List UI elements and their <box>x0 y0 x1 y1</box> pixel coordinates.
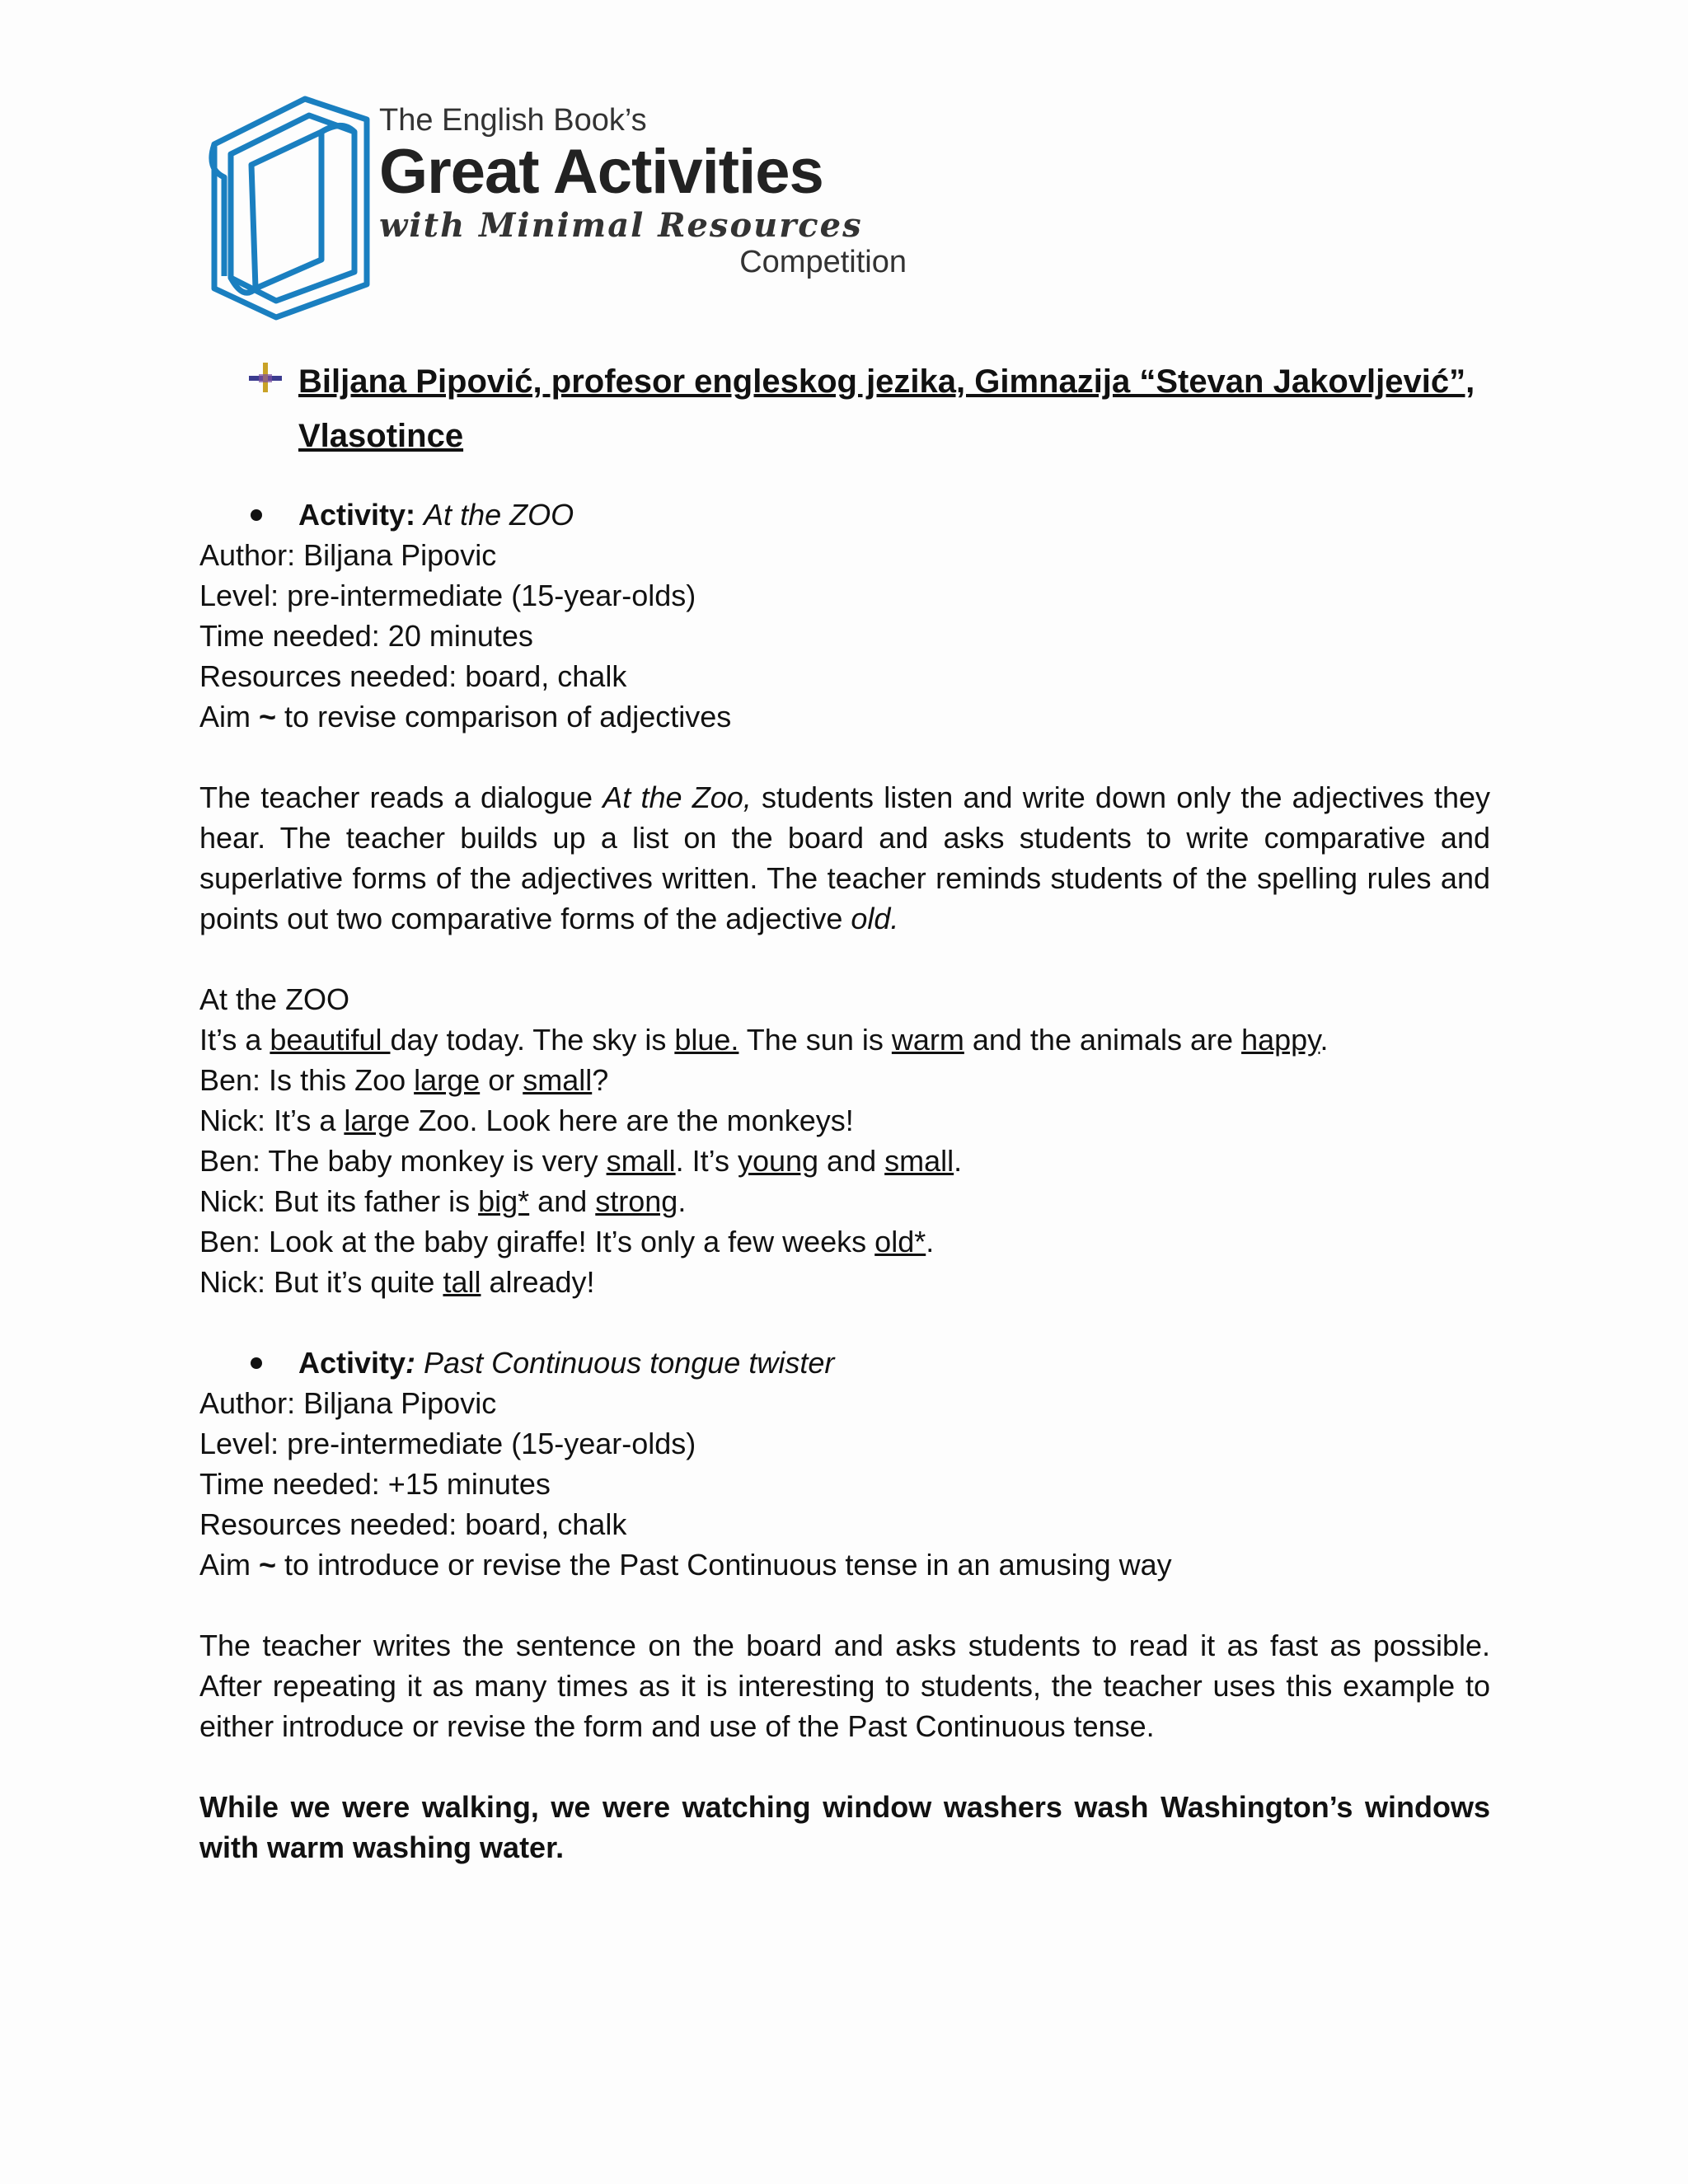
dialogue-line-3: Nick: It’s a large Zoo. Look here are the monkeys! <box>199 1104 854 1137</box>
activity1-author: Author: Biljana Pipovic <box>199 538 497 572</box>
dialogue-title: At the ZOO <box>199 982 350 1016</box>
tongue-twister: While we were walking, we were watching window washers wash Washington’s windows with warm washing water. <box>199 1790 1490 1864</box>
activity-title: At the ZOO <box>424 498 574 532</box>
dialogue-line-2: Ben: Is this Zoo large or small? <box>199 1063 609 1097</box>
logo-line-1: The English Book’s <box>379 103 647 138</box>
activity1-heading <box>199 494 1490 535</box>
activity1-description: The teacher reads a dialogue At the Zoo, students listen and write down only the adjectives they hear. The teacher builds up a list on the board and asks students to write comparative and superlative forms of the adjectives written. The teacher reminds students of the spelling rules and points out two comparative forms of the adjective old. <box>199 780 1490 935</box>
activity1-time: Time needed: 20 minutes <box>199 619 533 653</box>
activity1-aim: Aim ~ to revise comparison of adjectives <box>199 700 732 733</box>
book-logo-icon <box>206 95 371 321</box>
dialogue-line-7: Nick: But it’s quite tall already! <box>199 1265 595 1299</box>
activity2-heading: Activity: Past Continuous tongue twister <box>199 1343 1490 1383</box>
dialogue-line-5: Nick: But its father is big* and strong. <box>199 1184 687 1218</box>
cross-bullet-icon <box>247 361 284 394</box>
logo-line-3: with Minimal Resources <box>379 206 863 245</box>
activity-label: Activity: <box>298 498 416 532</box>
activity2-description: The teacher writes the sentence on the board and asks students to read it as fast as possible. After repeating it as many times as it is interesting to students, the teacher uses this example to either introduce or revise the form and use of the Past Continuous tense. <box>199 1629 1490 1743</box>
heading-text: Biljana Pipović, profesor engleskog jezika, Gimnazija “Stevan Jakovljević”, Vlasotince <box>298 363 1475 454</box>
document-body <box>199 494 1490 1868</box>
activity1-level: Level: pre-intermediate (15-year-olds) <box>199 579 696 612</box>
logo-line-4: Competition <box>739 245 907 279</box>
dialogue-line-1: It’s a beautiful day today. The sky is blue. The sun is warm and the animals are happy. <box>199 1023 1329 1057</box>
activity2-aim: Aim ~ to introduce or revise the Past Continuous tense in an amusing way <box>199 1548 1172 1582</box>
bullet-dot-icon <box>251 1357 262 1369</box>
activity-title: Past Continuous tongue twister <box>415 1346 835 1380</box>
logo-line-2: Great Activities <box>379 137 823 207</box>
activity1-resources: Resources needed: board, chalk <box>199 659 627 693</box>
dialogue-line-4: Ben: The baby monkey is very small. It’s young and small. <box>199 1144 963 1178</box>
bullet-dot-icon <box>251 509 262 521</box>
dialogue-line-6: Ben: Look at the baby giraffe! It’s only a few weeks old*. <box>199 1225 935 1258</box>
activity2-level: Level: pre-intermediate (15-year-olds) <box>199 1427 696 1460</box>
activity-label: Activity <box>298 1346 406 1380</box>
author-heading <box>247 354 1500 463</box>
competition-logo <box>206 95 915 326</box>
activity2-resources: Resources needed: board, chalk <box>199 1507 627 1541</box>
activity2-time: Time needed: +15 minutes <box>199 1467 551 1501</box>
activity2-author: Author: Biljana Pipovic <box>199 1386 497 1420</box>
